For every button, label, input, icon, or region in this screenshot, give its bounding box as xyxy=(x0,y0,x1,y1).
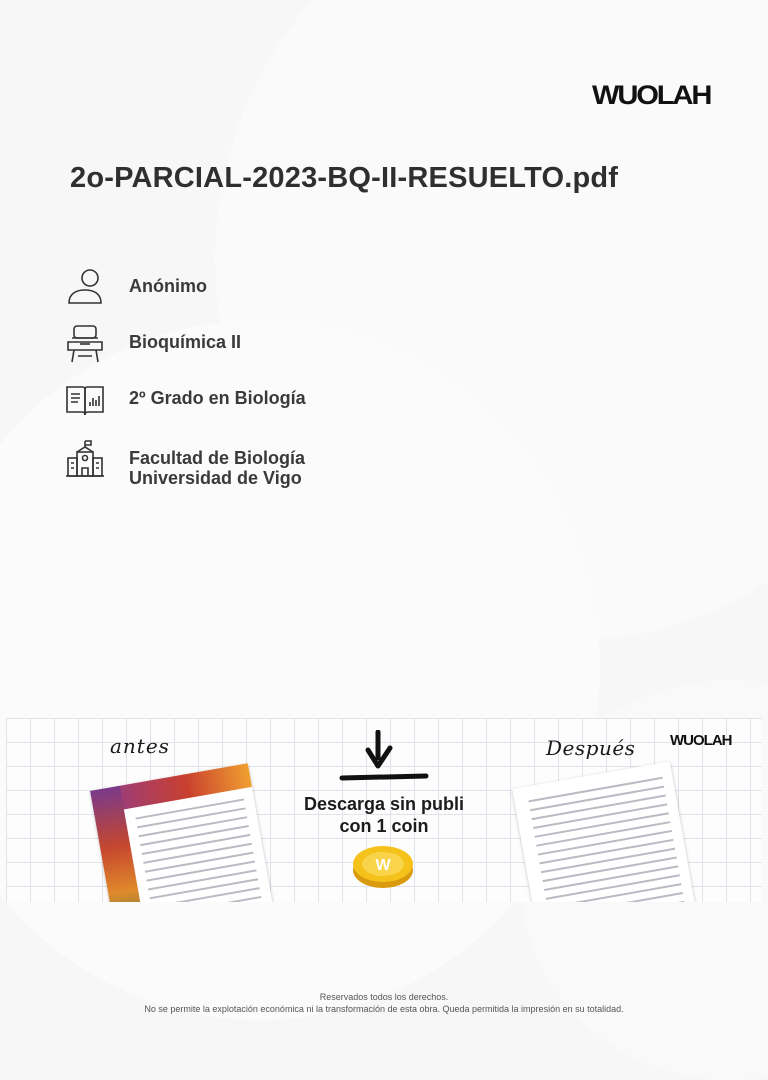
author-name: Anónimo xyxy=(129,276,207,296)
faculty-name: Facultad de Biología xyxy=(129,448,306,468)
user-icon xyxy=(64,266,106,308)
page-text-lines xyxy=(135,798,265,902)
degree-name: 2º Grado en Biología xyxy=(129,388,306,408)
footer-rights: Reservados todos los derechos. xyxy=(319,992,449,1002)
footer-license: No se permite la explotación económica ni la transformación de esta obra. Queda permitida la impresión en su totalidad. xyxy=(144,1004,624,1014)
meta-faculty xyxy=(64,438,305,488)
coin-icon xyxy=(350,842,416,890)
before-label: antes xyxy=(110,734,170,758)
subject-name: Bioquímica II xyxy=(129,332,242,352)
after-page-thumbnail xyxy=(512,761,696,902)
download-cta[interactable] xyxy=(274,793,494,837)
page-text-lines xyxy=(528,777,685,902)
cta-line-2: con 1 coin xyxy=(339,816,429,836)
wuolah-logo: WUOLAH xyxy=(592,80,711,110)
university-building-icon xyxy=(64,438,106,480)
download-arrow-icon xyxy=(338,730,430,786)
faculty-block xyxy=(129,438,305,488)
meta-author xyxy=(64,266,207,308)
svg-text:W: W xyxy=(375,857,391,874)
document-title: 2o-PARCIAL-2023-BQ-II-RESUELTO.pdf xyxy=(70,162,619,194)
meta-subject xyxy=(64,322,241,364)
after-label: Después xyxy=(546,736,636,760)
banner-wuolah-logo: WUOLAH xyxy=(670,732,732,749)
meta-degree xyxy=(64,378,306,420)
cta-line-1: Descarga sin publi xyxy=(303,794,465,814)
university-name: Universidad de Vigo xyxy=(129,468,302,488)
ad-free-banner[interactable] xyxy=(6,718,762,902)
before-page-thumbnail xyxy=(90,763,274,902)
book-icon xyxy=(64,378,106,420)
school-desk-icon xyxy=(64,322,106,364)
